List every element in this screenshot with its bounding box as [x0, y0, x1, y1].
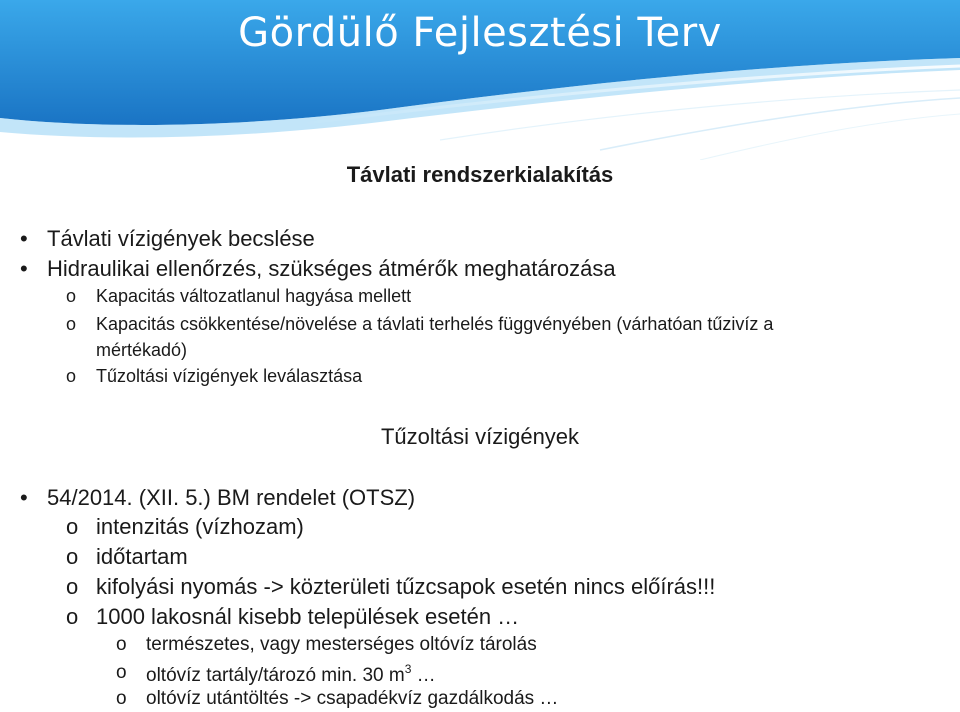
sub-sub-list-item: [146, 662, 436, 687]
section-heading-fire-water: Tűzoltási vízigények: [380, 424, 580, 449]
sub-list-item: 1000 lakosnál kisebb települések esetén …: [96, 604, 520, 629]
sub-sub-list-item: oltóvíz utántöltés -> csapadékvíz gazdálkodás …: [146, 688, 559, 709]
sub-sub-bullet-marker: o: [116, 688, 127, 709]
bullet-marker: •: [20, 485, 28, 510]
sub-sub-bullet-marker: o: [116, 662, 127, 683]
bullet-marker: •: [20, 226, 28, 251]
sub-list-item: Tűzoltási vízigények leválasztása: [96, 366, 363, 386]
list-item: Hidraulikai ellenőrzés, szükséges átmérők meghatározása: [47, 256, 616, 281]
sub-list-item: kifolyási nyomás -> közterületi tűzcsapok esetén nincs előírás!!!: [96, 574, 716, 599]
sub-bullet-marker: o: [66, 604, 79, 629]
sub-list-item: Kapacitás változatlanul hagyása mellett: [96, 286, 412, 306]
ellipsis-text: …: [411, 665, 436, 686]
bullet-marker: •: [20, 256, 28, 281]
title-banner: [0, 0, 960, 160]
sub-sub-list-item: természetes, vagy mesterséges oltóvíz tárolás: [146, 634, 537, 655]
list-item: Távlati vízigények becslése: [47, 226, 315, 251]
sub-bullet-marker: o: [66, 574, 79, 599]
sub-bullet-marker: o: [66, 286, 77, 306]
section-heading-long-term: Távlati rendszerkialakítás: [346, 162, 614, 187]
sub-sub-bullet-marker: o: [116, 634, 127, 655]
tank-volume-text: oltóvíz tartály/tározó min. 30 m: [146, 665, 405, 686]
superscript-exponent: 3: [404, 662, 412, 676]
sub-bullet-marker: o: [66, 514, 79, 539]
slide-title: Gördülő Fejlesztési Terv: [238, 10, 722, 56]
sub-bullet-marker: o: [66, 544, 79, 569]
sub-bullet-marker: o: [66, 314, 77, 334]
sub-bullet-marker: o: [66, 366, 77, 386]
sub-list-item: intenzitás (vízhozam): [96, 514, 304, 539]
sub-list-item: időtartam: [96, 544, 188, 569]
sub-list-item: Kapacitás csökkentése/növelése a távlati terhelés függvényében (várhatóan tűzivíz a: [96, 314, 774, 334]
list-item: 54/2014. (XII. 5.) BM rendelet (OTSZ): [47, 485, 416, 510]
sub-list-item-continuation: mértékadó): [96, 340, 188, 360]
